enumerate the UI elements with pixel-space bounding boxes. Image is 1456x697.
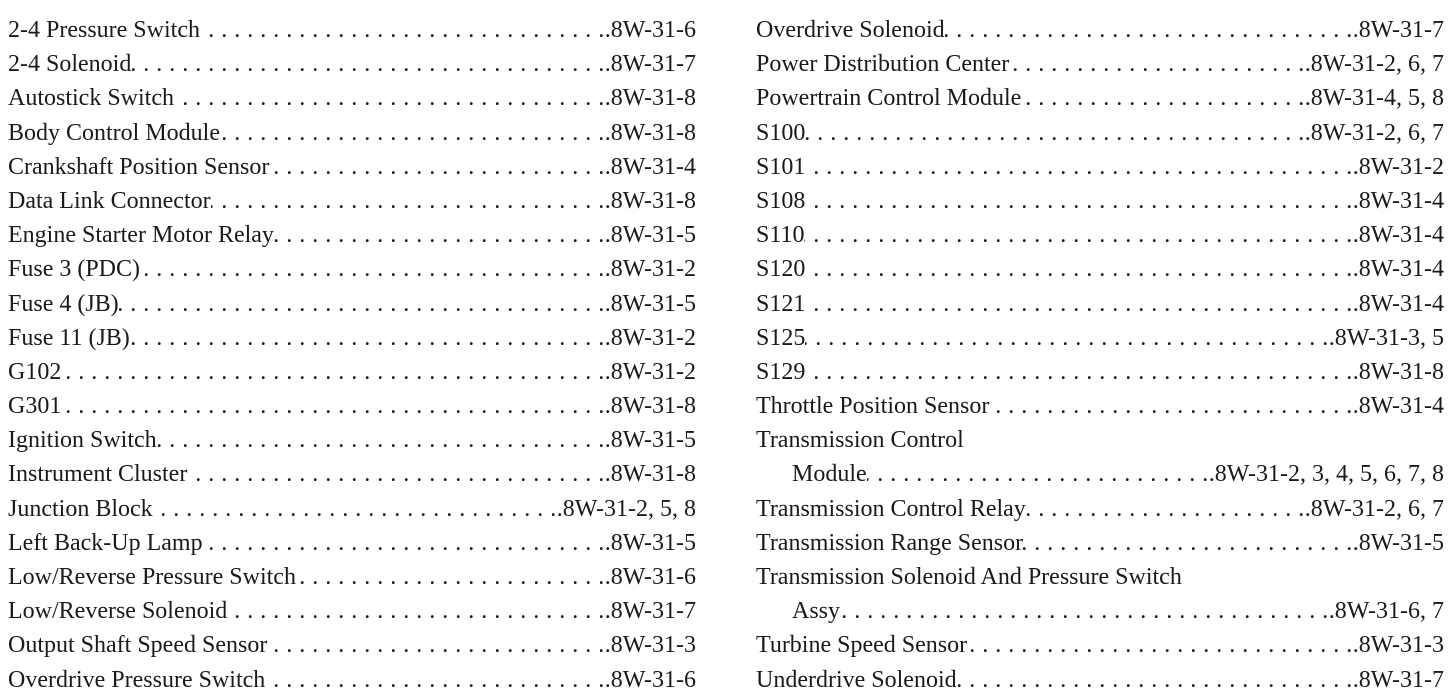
dot-leader [989,389,1352,423]
entry-page-ref: .8W-31-7 [604,51,696,78]
index-entry [8,321,696,355]
index-entry [8,560,696,594]
index-entry [8,594,696,628]
dot-leader [1009,47,1304,81]
dot-leader [1023,526,1353,560]
entry-name: S129 [756,358,806,385]
index-entry [8,13,696,47]
entry-name: Fuse 3 (PDC) [8,256,141,283]
entry-page-ref: .8W-31-4 [1352,187,1444,214]
index-entry [8,457,696,491]
dot-leader [130,321,605,355]
index-entry [756,628,1444,662]
entry-page-ref: .8W-31-2 [604,358,696,385]
entry-name: Data Link Connector [8,187,211,214]
index-entry [8,628,696,662]
entry-page-ref: .8W-31-7 [604,598,696,625]
entry-page-ref: .8W-31-5 [604,290,696,317]
dot-leader [1026,492,1305,526]
entry-page-ref: .8W-31-6, 7 [1328,598,1444,625]
entry-name: Turbine Speed Sensor [756,632,968,659]
entry-page-ref: .8W-31-8 [604,85,696,112]
dot-leader [805,150,1352,184]
entry-name: Left Back-Up Lamp [8,529,203,556]
index-entry [8,116,696,150]
entry-page-ref: .8W-31-3 [604,632,696,659]
entry-name: Transmission Solenoid And Pressure Switch [756,564,1182,590]
index-entry [756,81,1444,115]
dot-leader [805,287,1352,321]
entry-name: Autostick Switch [8,85,174,112]
dot-leader [211,184,605,218]
dot-leader [1021,81,1304,115]
dot-leader [174,81,605,115]
entry-page-ref: .8W-31-2 [604,256,696,283]
dot-leader [296,560,605,594]
dot-leader [265,663,604,697]
dot-leader [805,252,1352,286]
index-entry [8,47,696,81]
index-entry [8,218,696,252]
entry-name: Overdrive Pressure Switch [8,666,266,693]
index-entry [8,492,696,526]
entry-name: Transmission Control Relay [756,495,1026,522]
entry-page-ref: .8W-31-4 [1352,256,1444,283]
entry-page-ref: .8W-31-6 [604,564,696,590]
dot-leader [805,355,1352,389]
dot-leader [200,13,605,47]
entry-name: Transmission Range Sensor [756,529,1024,556]
entry-name: S120 [756,256,806,283]
dot-leader [867,457,1209,491]
index-entry [8,184,696,218]
entry-page-ref: .8W-31-7 [1352,17,1444,43]
index-column-right [756,13,1444,697]
entry-page-ref: .8W-31-8 [604,393,696,420]
entry-page-ref: .8W-31-4 [604,153,696,180]
entry-name: Ignition Switch [8,427,157,454]
index-entry [756,252,1444,286]
entry-name: S101 [756,153,806,180]
entry-name: Body Control Module [8,119,221,146]
dot-leader [131,47,604,81]
entry-page-ref: .8W-31-4 [1352,222,1444,249]
entry-page-ref: .8W-31-8 [604,461,696,488]
dot-leader [157,423,605,457]
entry-page-ref: .8W-31-2, 6, 7 [1304,495,1444,522]
dot-leader [153,492,557,526]
dot-leader [805,321,1328,355]
entry-page-ref: .8W-31-5 [604,427,696,454]
index-entry [756,218,1444,252]
entry-name: S125 [756,324,806,351]
entry-name: G102 [8,358,62,385]
index-entry [756,150,1444,184]
entry-page-ref: .8W-31-5 [1352,529,1444,556]
entry-name: Fuse 4 (JB) [8,290,119,317]
index-entry [8,287,696,321]
entry-name: Power Distribution Center [756,51,1010,78]
index-entry [756,184,1444,218]
entry-name: Transmission Control [756,427,964,454]
index-entry [756,321,1444,355]
index-entry [756,560,1444,594]
index-entry [8,252,696,286]
entry-name: Engine Starter Motor Relay [8,222,274,249]
entry-name: Module [792,461,867,488]
entry-name: Powertrain Control Module [756,85,1022,112]
index-entry [8,526,696,560]
dot-leader [957,663,1353,697]
entry-page-ref: .8W-31-3, 5 [1328,324,1444,351]
index-entry [756,663,1444,697]
dot-leader [187,457,604,491]
dot-leader [945,13,1353,47]
entry-name: S100 [756,119,806,146]
index-entry [8,423,696,457]
entry-page-ref: .8W-31-6 [604,666,696,693]
entry-page-ref: .8W-31-2, 6, 7 [1304,119,1444,146]
index-entry [8,150,696,184]
index-entry [756,389,1444,423]
entry-name: 2-4 Solenoid [8,51,132,78]
dot-leader [805,184,1352,218]
dot-leader [61,389,604,423]
dot-leader [805,116,1304,150]
index-entry [8,663,696,697]
entry-name: Output Shaft Speed Sensor [8,632,268,659]
entry-name: S110 [756,222,805,249]
index-entry [756,594,1444,628]
entry-name: Assy [792,598,841,625]
entry-name: Underdrive Solenoid [756,666,957,693]
index-column-left [8,13,696,697]
index-entry [8,389,696,423]
index-entry [756,423,1444,457]
entry-name: Fuse 11 (JB) [8,324,130,351]
entry-page-ref: .8W-31-2, 5, 8 [556,495,696,522]
dot-leader [269,150,604,184]
entry-page-ref: .8W-31-8 [604,119,696,146]
entry-page-ref: .8W-31-2 [604,324,696,351]
dot-leader [227,594,604,628]
entry-page-ref: .8W-31-5 [604,222,696,249]
entry-page-ref: .8W-31-2, 6, 7 [1304,51,1444,78]
entry-page-ref: .8W-31-2 [1352,153,1444,180]
entry-name: G301 [8,393,62,420]
entry-page-ref: .8W-31-8 [604,187,696,214]
index-entry [756,116,1444,150]
entry-page-ref: .8W-31-5 [604,529,696,556]
entry-name: Throttle Position Sensor [756,393,990,420]
dot-leader [119,287,605,321]
dot-leader [804,218,1352,252]
index-entry [756,47,1444,81]
dot-leader [203,526,605,560]
dot-leader [967,628,1353,662]
entry-name: Low/Reverse Solenoid [8,598,228,625]
index-entry [8,81,696,115]
entry-page-ref: .8W-31-6 [604,17,696,43]
index-entry [756,355,1444,389]
entry-name: 2-4 Pressure Switch [8,17,200,43]
dot-leader [267,628,604,662]
dot-leader [274,218,605,252]
index-entry [756,457,1444,491]
entry-page-ref: .8W-31-4 [1352,290,1444,317]
index-entry [756,13,1444,47]
dot-leader [840,594,1329,628]
entry-name: S108 [756,187,806,214]
entry-page-ref: .8W-31-8 [1352,358,1444,385]
entry-page-ref: .8W-31-4 [1352,393,1444,420]
entry-page-ref: .8W-31-7 [1352,666,1444,693]
entry-page-ref: .8W-31-2, 3, 4, 5, 6, 7, 8 [1208,461,1444,488]
entry-page-ref: .8W-31-4, 5, 8 [1304,85,1444,112]
entry-name: Instrument Cluster [8,461,188,488]
entry-name: Low/Reverse Pressure Switch [8,564,296,590]
index-entry [8,355,696,389]
entry-name: S121 [756,290,806,317]
entry-name: Junction Block [8,495,153,522]
index-entry [756,526,1444,560]
index-entry [756,492,1444,526]
dot-leader [61,355,604,389]
entry-name: Crankshaft Position Sensor [8,153,270,180]
dot-leader [220,116,605,150]
dot-leader [140,252,605,286]
entry-name: Overdrive Solenoid [756,17,945,43]
index-entry [756,287,1444,321]
entry-page-ref: .8W-31-3 [1352,632,1444,659]
